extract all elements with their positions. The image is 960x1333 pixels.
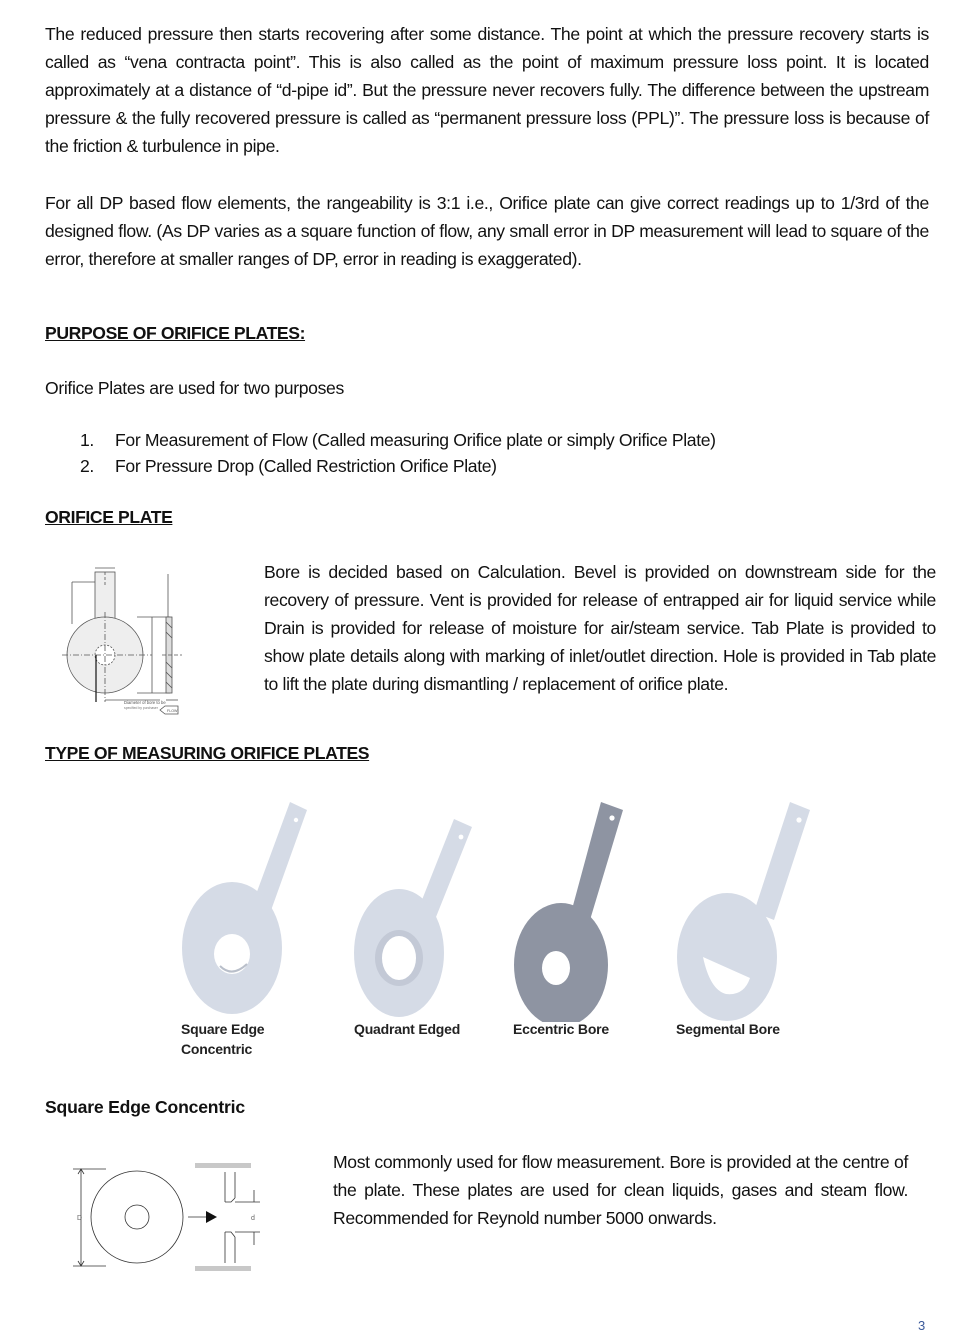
plate-type-caption-square-edge: Square Edge Concentric [181, 1021, 265, 1057]
purpose-heading: PURPOSE OF ORIFICE PLATES: [45, 323, 306, 343]
svg-text:Diameter of bore to be: Diameter of bore to be [124, 700, 166, 705]
intro-paragraph: The reduced pressure then starts recovering after some distance. The point at which the pressure recovery starts is called as “vena contracta point”. This is also called as the point of maximum pressure loss point. It is located approximately at a distance of “d-pipe id”. But the pressure never recovers fully. The difference between the upstream pressure & the fully recovered pressure is called as “permanent pressure loss (PPL)”. The pressure loss is because of the friction & turbulence in pipe. [45, 24, 929, 156]
quadrant-edged-plate-image [348, 815, 488, 1020]
square-edge-concentric-plate-image [175, 798, 315, 1020]
purposes-intro: Orifice Plates are used for two purposes [45, 378, 344, 398]
svg-text:D: D [77, 1215, 83, 1222]
square-edge-description: Most commonly used for flow measurement. Bore is provided at the centre of the plate. These plates are used for clean liquids, gases and steam flow. Recommended for Reynold number 5000 onwards. [333, 1152, 908, 1228]
segmental-bore-plate-image [670, 800, 810, 1022]
types-heading: TYPE OF MEASURING ORIFICE PLATES [45, 743, 370, 763]
list-item: 1. For Measurement of Flow (Called measuring Orifice plate or simply Orifice Plate) [80, 430, 716, 450]
plate-type-caption-quadrant: Quadrant Edged [354, 1021, 461, 1037]
eccentric-bore-plate-image [508, 800, 638, 1022]
svg-text:d: d [251, 1215, 255, 1222]
plate-type-caption-segmental: Segmental Bore [676, 1021, 780, 1037]
orifice-plate-heading: ORIFICE PLATE [45, 507, 173, 527]
rangeability-paragraph: For all DP based flow elements, the rangeability is 3:1 i.e., Orifice plate can give correct readings up to 1/3rd of the designed flow. (As DP varies as a square function of flow, any small error in DP measurement will lead to square of the error, therefore at smaller ranges of DP, error in reading is exaggerated). [45, 193, 929, 269]
purpose-list [80, 427, 716, 479]
svg-text:FLOW: FLOW [167, 709, 178, 713]
orifice-plate-drawing [62, 562, 192, 720]
plate-type-caption-eccentric: Eccentric Bore [513, 1021, 610, 1037]
square-edge-concentric-diagram [70, 1160, 270, 1275]
square-edge-heading: Square Edge Concentric [45, 1097, 245, 1117]
orifice-plate-description: Bore is decided based on Calculation. Bevel is provided on downstream side for the recovery of pressure. Vent is provided for release of entrapped air for liquid service while Drain is provided for release of moisture for air/steam service. Tab Plate is provided to show plate details along with marking of inlet/outlet direction. Hole is provided in Tab plate to lift the plate during dismantling / replacement of orifice plate. [264, 562, 936, 694]
list-item: 2. For Pressure Drop (Called Restriction Orifice Plate) [80, 456, 497, 476]
page-number: 3 [918, 1318, 926, 1333]
svg-text:specified by purchaser: specified by purchaser [124, 706, 158, 710]
